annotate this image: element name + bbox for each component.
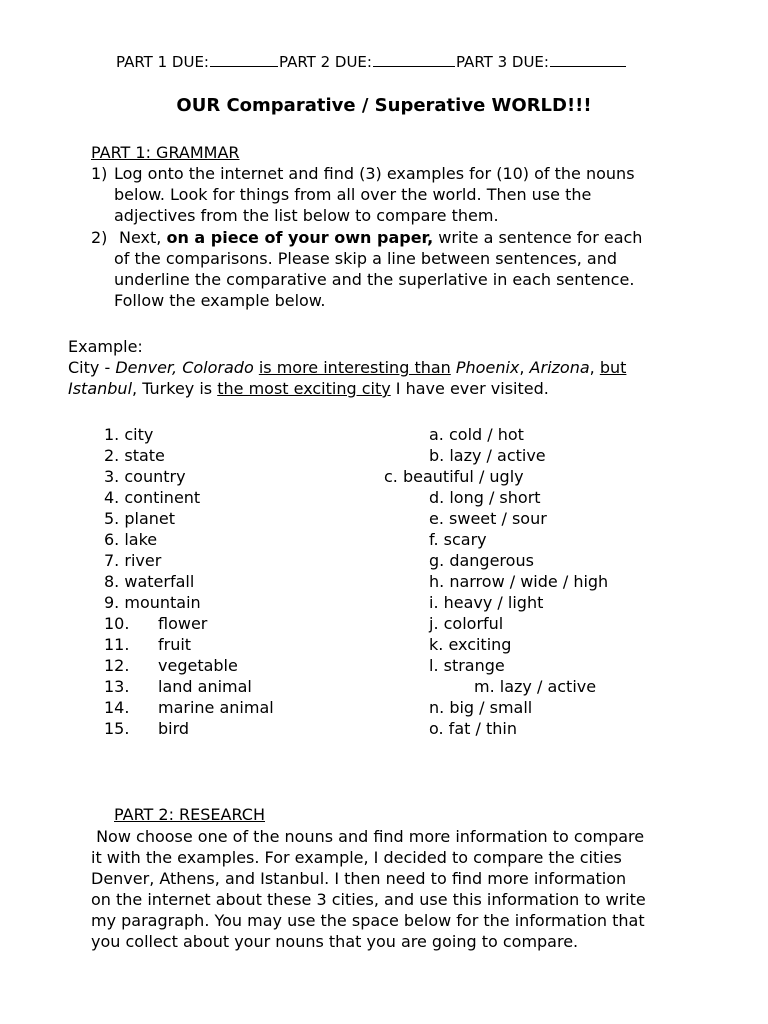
noun-item [104, 509, 175, 528]
step2-line-4: Follow the example below. [114, 291, 326, 310]
example-text: Arizona [529, 358, 590, 377]
step2-bold: on a piece of your own paper, [166, 228, 434, 247]
noun-text: marine animal [158, 698, 274, 717]
part2-line-6: you collect about your nouns that you are going to compare. [91, 932, 579, 951]
noun-number: 9. [104, 593, 120, 612]
page-title: OUR Comparative / Superative WORLD!!! [176, 95, 592, 116]
noun-text: lake [124, 530, 158, 549]
step2-post: write a sentence for each [438, 228, 643, 247]
noun-number: 6. [104, 530, 120, 549]
part3-due-label: PART 3 DUE: [455, 53, 549, 71]
part2-heading: PART 2: RESEARCH [114, 805, 265, 824]
noun-item [104, 530, 157, 549]
part2-due-label: PART 2 DUE: [278, 53, 372, 71]
adjective-item: d. long / short [429, 488, 541, 507]
noun-number: 10. [104, 614, 130, 633]
noun-item [104, 488, 200, 507]
noun-item [104, 593, 201, 612]
example-text: Phoenix [455, 358, 520, 377]
part1-due-blank [210, 52, 278, 67]
noun-text: fruit [158, 635, 192, 654]
example-text: , [519, 358, 530, 377]
noun-text: country [124, 467, 186, 486]
part2-line-5: my paragraph. You may use the space below for the information that [91, 911, 645, 930]
adjective-item: l. strange [429, 656, 505, 675]
noun-number: 4. [104, 488, 120, 507]
example-text: , Turkey is [132, 379, 218, 398]
step1-line-2: below. Look for things from all over the world. Then use the [114, 185, 592, 204]
noun-text: mountain [124, 593, 201, 612]
step1-line-1: Log onto the internet and find (3) examples for (10) of the nouns [114, 164, 635, 183]
example-line-1 [68, 358, 626, 377]
noun-text: flower [158, 614, 208, 633]
noun-item [104, 572, 194, 591]
part2-line-4: on the internet about these 3 cities, and use this information to write [91, 890, 646, 909]
example-text: but [599, 358, 627, 377]
example-text: Istanbul [68, 379, 133, 398]
noun-item [104, 467, 186, 486]
adjective-item: n. big / small [429, 698, 533, 717]
noun-number: 2. [104, 446, 120, 465]
noun-text: river [124, 551, 162, 570]
adjective-item: c. beautiful / ugly [384, 467, 524, 486]
adjective-item: a. cold / hot [429, 425, 524, 444]
adjective-item: j. colorful [429, 614, 504, 633]
adjective-item: f. scary [429, 530, 487, 549]
step2-line-3: underline the comparative and the superlative in each sentence. [114, 270, 635, 289]
noun-item [104, 614, 129, 633]
noun-number: 12. [104, 656, 130, 675]
part2-line-2: it with the examples. For example, I decided to compare the cities [91, 848, 622, 867]
noun-text: planet [124, 509, 176, 528]
adjective-item: m. lazy / active [474, 677, 597, 696]
noun-number: 8. [104, 572, 120, 591]
noun-number: 13. [104, 677, 130, 696]
noun-text: city [124, 425, 154, 444]
example-text: Denver, Colorado [115, 358, 254, 377]
noun-item [104, 425, 153, 444]
noun-text: waterfall [124, 572, 195, 591]
part2-due-blank [373, 52, 455, 67]
part1-heading: PART 1: GRAMMAR [91, 143, 240, 162]
noun-number: 11. [104, 635, 130, 654]
adjective-item: g. dangerous [429, 551, 534, 570]
adjective-item: o. fat / thin [429, 719, 517, 738]
part3-due-blank [550, 52, 626, 67]
due-dates-line [116, 52, 627, 71]
part2-line-1: Now choose one of the nouns and find more information to compare [91, 827, 645, 846]
example-text: City - [68, 358, 116, 377]
noun-number: 14. [104, 698, 130, 717]
noun-number: 15. [104, 719, 130, 738]
example-superlative: the most exciting city [217, 379, 391, 398]
example-line-2 [68, 379, 549, 398]
adjective-item: h. narrow / wide / high [429, 572, 609, 591]
adjective-item: i. heavy / light [429, 593, 544, 612]
step2-pre: Next, [119, 228, 162, 247]
noun-text: land animal [158, 677, 252, 696]
step2-line-2: of the comparisons. Please skip a line between sentences, and [114, 249, 618, 268]
noun-text: state [124, 446, 165, 465]
step2-number: 2) [91, 228, 108, 247]
adjective-item: k. exciting [429, 635, 512, 654]
noun-text: continent [124, 488, 201, 507]
example-label: Example: [68, 337, 143, 356]
step1-number: 1) [91, 164, 108, 183]
noun-item [104, 446, 165, 465]
example-text: , [589, 358, 600, 377]
example-comparative: is more interesting than [258, 358, 451, 377]
adjective-item: b. lazy / active [429, 446, 546, 465]
noun-item [104, 551, 161, 570]
noun-number: 1. [104, 425, 120, 444]
step1-line-3: adjectives from the list below to compare them. [114, 206, 499, 225]
noun-text: bird [158, 719, 190, 738]
step2-line-1 [119, 228, 642, 247]
part1-due-label: PART 1 DUE: [116, 53, 209, 71]
adjective-item: e. sweet / sour [429, 509, 547, 528]
noun-number: 7. [104, 551, 120, 570]
noun-text: vegetable [158, 656, 238, 675]
noun-number: 5. [104, 509, 120, 528]
noun-number: 3. [104, 467, 120, 486]
part2-line-3: Denver, Athens, and Istanbul. I then need to find more information [91, 869, 627, 888]
example-text: I have ever visited. [390, 379, 549, 398]
